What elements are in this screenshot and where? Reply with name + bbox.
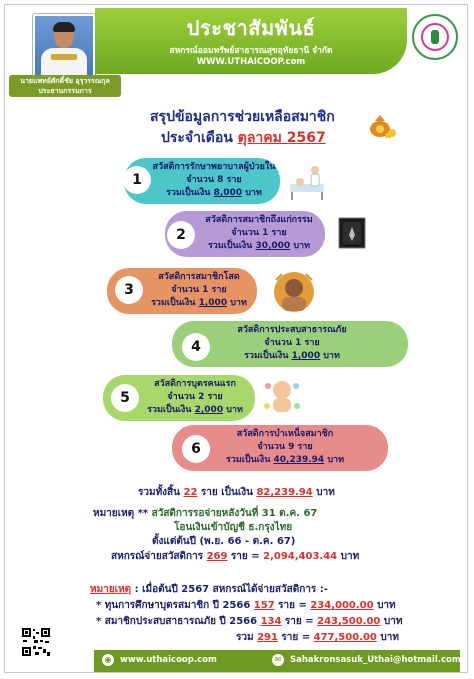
welfare-card-2 <box>165 211 325 257</box>
welfare-name-1: สวัสดิการรักษาพยาบาลผู้ป่วยใน <box>152 162 276 172</box>
welfare-name-4: สวัสดิการประสบสาธารณภัย <box>237 325 347 335</box>
footer-email[interactable]: Sahakronsasuk_Uthai@hotmail.com <box>290 655 461 665</box>
subtitle-month: ตุลาคม 2567 <box>237 130 326 146</box>
globe-icon: ◉ <box>102 654 114 666</box>
welfare-number-1: 1 <box>123 166 151 194</box>
welfare-amount-6: รวมเป็นเงิน 40,239.94 บาท <box>225 455 345 465</box>
footer-website[interactable]: www.uthaicoop.com <box>120 655 217 665</box>
money-bag-icon <box>366 112 398 138</box>
header-org: สหกรณ์ออมทรัพย์สาธารณสุขอุทัยธานี จำกัด <box>169 46 333 56</box>
welfare-amount-4: รวมเป็นเงิน 1,000 บาท <box>244 351 340 361</box>
qr-code-icon <box>21 627 51 657</box>
welfare-name-2: สวัสดิการสมาชิกถึงแก่กรรม <box>205 215 313 225</box>
welfare-number-4: 4 <box>182 333 210 361</box>
single-member-icon <box>270 268 318 314</box>
baby-icon <box>262 376 302 418</box>
welfare-count-1: จำนวน 8 ราย <box>186 175 242 185</box>
remark-row-total: รวม 291 ราย = 477,500.00 บาท <box>236 632 399 643</box>
welfare-card-6 <box>172 425 388 471</box>
welfare-card-4 <box>172 321 408 367</box>
welfare-count-3: จำนวน 1 ราย <box>171 285 227 295</box>
welfare-number-3: 3 <box>115 276 143 304</box>
subtitle-prefix: ประจำเดือน <box>161 130 238 146</box>
remark-heading: หมายเหตุ : เมื่อต้นปี 2567 สหกรณ์ได้จ่ายสวัสดิการ :- <box>90 584 328 595</box>
header-website: WWW.UTHAICOOP.com <box>196 57 306 67</box>
chairman-photo <box>33 14 95 78</box>
mail-icon: ✉ <box>272 654 284 666</box>
welfare-number-5: 5 <box>111 384 139 412</box>
welfare-amount-3: รวมเป็นเงิน 1,000 บาท <box>151 298 247 308</box>
paid-total: สหกรณ์จ่ายสวัสดิการ 269 ราย = 2,094,403.44 บาท <box>111 551 360 562</box>
remark-row-scholarship: * ทุนการศึกษาบุตรสมาชิก ปี 2566 157 ราย = 234,000.00 บาท <box>96 600 396 611</box>
chairman-name: นายแพทย์ศักดิ์ชัย อุรุวรรณกุล <box>20 77 110 85</box>
welfare-amount-5: รวมเป็นเงิน 2,000 บาท <box>147 405 243 415</box>
footer-bar <box>94 650 460 672</box>
pending-note: หมายเหตุ ** สวัสดิการรอจ่ายหลังวันที่ 31 ต.ค. 67 <box>93 508 318 519</box>
welfare-count-4: จำนวน 1 ราย <box>264 338 320 348</box>
welfare-card-3 <box>107 268 257 314</box>
page-title: สรุปข้อมูลการช่วยเหลือสมาชิก <box>150 109 335 125</box>
header-title: ประชาสัมพันธ์ <box>186 16 316 40</box>
chairman-nameplate <box>9 75 121 97</box>
chairman-position: ประธานกรรมการ <box>38 87 92 95</box>
coop-logo <box>412 14 458 60</box>
welfare-amount-1: รวมเป็นเงิน 8,000 บาท <box>166 188 262 198</box>
welfare-name-6: สวัสดิการบำเหน็จสมาชิก <box>236 429 334 439</box>
welfare-card-5 <box>103 375 255 421</box>
page-subtitle <box>161 127 326 149</box>
welfare-name-5: สวัสดิการบุตรคนแรก <box>154 379 236 389</box>
transfer-note: โอนเงินเข้าบัญชี ธ.กรุงไทย <box>174 522 293 533</box>
remark-row-disaster: * สมาชิกประสบสาธารณภัย ปี 2566 134 ราย = 243,500.00 บาท <box>96 616 403 627</box>
welfare-card-1 <box>124 158 280 204</box>
welfare-number-6: 6 <box>182 435 210 463</box>
welfare-number-2: 2 <box>167 221 195 249</box>
welfare-amount-2: รวมเป็นเงิน 30,000 บาท <box>207 241 311 251</box>
memorial-frame-icon <box>338 217 366 249</box>
header-banner <box>95 8 407 74</box>
welfare-count-5: จำนวน 2 ราย <box>167 392 223 402</box>
grand-total: รวมทั้งสิ้น 22 ราย เป็นเงิน 82,239.94 บาท <box>138 487 335 498</box>
welfare-count-6: จำนวน 9 ราย <box>257 442 313 452</box>
welfare-name-3: สวัสดิการสมาชิกโสด <box>158 272 240 282</box>
period-note: ตั้งแต่ต้นปี (พ.ย. 66 - ต.ค. 67) <box>152 536 296 547</box>
welfare-count-2: จำนวน 1 ราย <box>231 228 287 238</box>
hospital-care-icon <box>286 160 328 202</box>
